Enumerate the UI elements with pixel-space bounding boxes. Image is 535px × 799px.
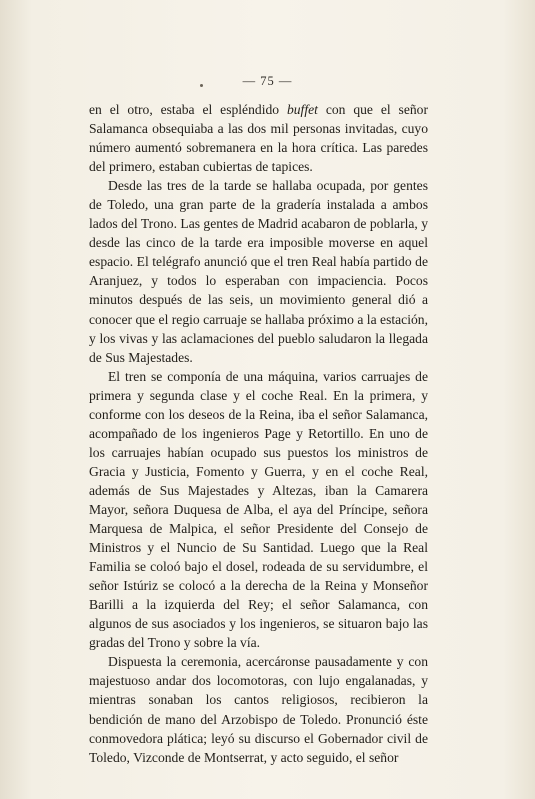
body-text [89, 100, 428, 767]
paragraph-4: Dispuesta la ceremonia, acercáronse pausadamente y con majestuoso andar dos locomotoras, con lujo engalanadas, y mientras sonaban los cantos religiosos, recibieron la bendición de mano del Arzobispo de Toledo. Pronunció éste conmovedora plática; leyó su discurso el Gobernador civil de Toledo, Vizconde de Montserrat, y acto seguido, el señor [89, 654, 428, 765]
italic-word: buffet [286, 102, 318, 117]
paragraph-1: en el otro, estaba el espléndido buffet con que el señor Salamanca obsequiaba a las dos mil personas invitadas, cuyo número aumentó sobremanera en la hora crítica. Las paredes del primero, estaban cubiertas de tapices. [89, 102, 428, 175]
page-number: — 75 — [242, 74, 293, 88]
paragraph-3: El tren se componía de una máquina, varios carruajes de primera y segunda clase y el coche Real. En la primera, y conforme con los deseos de la Reina, iba el señor Salamanca, acompañado de los ingenieros Page y Retortillo. En uno de los carruajes habían ocupado sus puestos los ministros de Gracia y Justicia, Fomento y Guerra, y en el coche Real, además de Sus Majestades y Altezas, iban la Camarera Mayor, señora Duquesa de Alba, el aya del Príncipe, señora Marquesa de Malpica, el señor Presidente del Consejo de Ministros y el Nuncio de Su Santidad. Luego que la Real Familia se coloó bajo el dosel, rodeada de su servidumbre, el señor Istúriz se colocó a la derecha de la Reina y Monseñor Barilli a la izquierda del Rey; el señor Salamanca, con algunos de sus asociados y los ingenieros, se situaron bajo las gradas del Trono y sobre la vía. [89, 368, 428, 651]
paragraph-2: Desde las tres de la tarde se hallaba ocupada, por gentes de Toledo, una gran parte de la gradería instalada a ambos lados del Trono. Las gentes de Madrid acabaron de poblarla, y desde las cinco de la tarde era imposible moverse en aquel espacio. El telégrafo anunció que el tren Real había partido de Aranjuez, y todos lo esperaban con impaciencia. Pocos minutos después de las seis, un movimiento general dió a conocer que el regio carruaje se hallaba próximo a la estación, y los vivas y las aclamaciones del pueblo saludaron la llegada de Sus Majestades. [89, 178, 429, 365]
